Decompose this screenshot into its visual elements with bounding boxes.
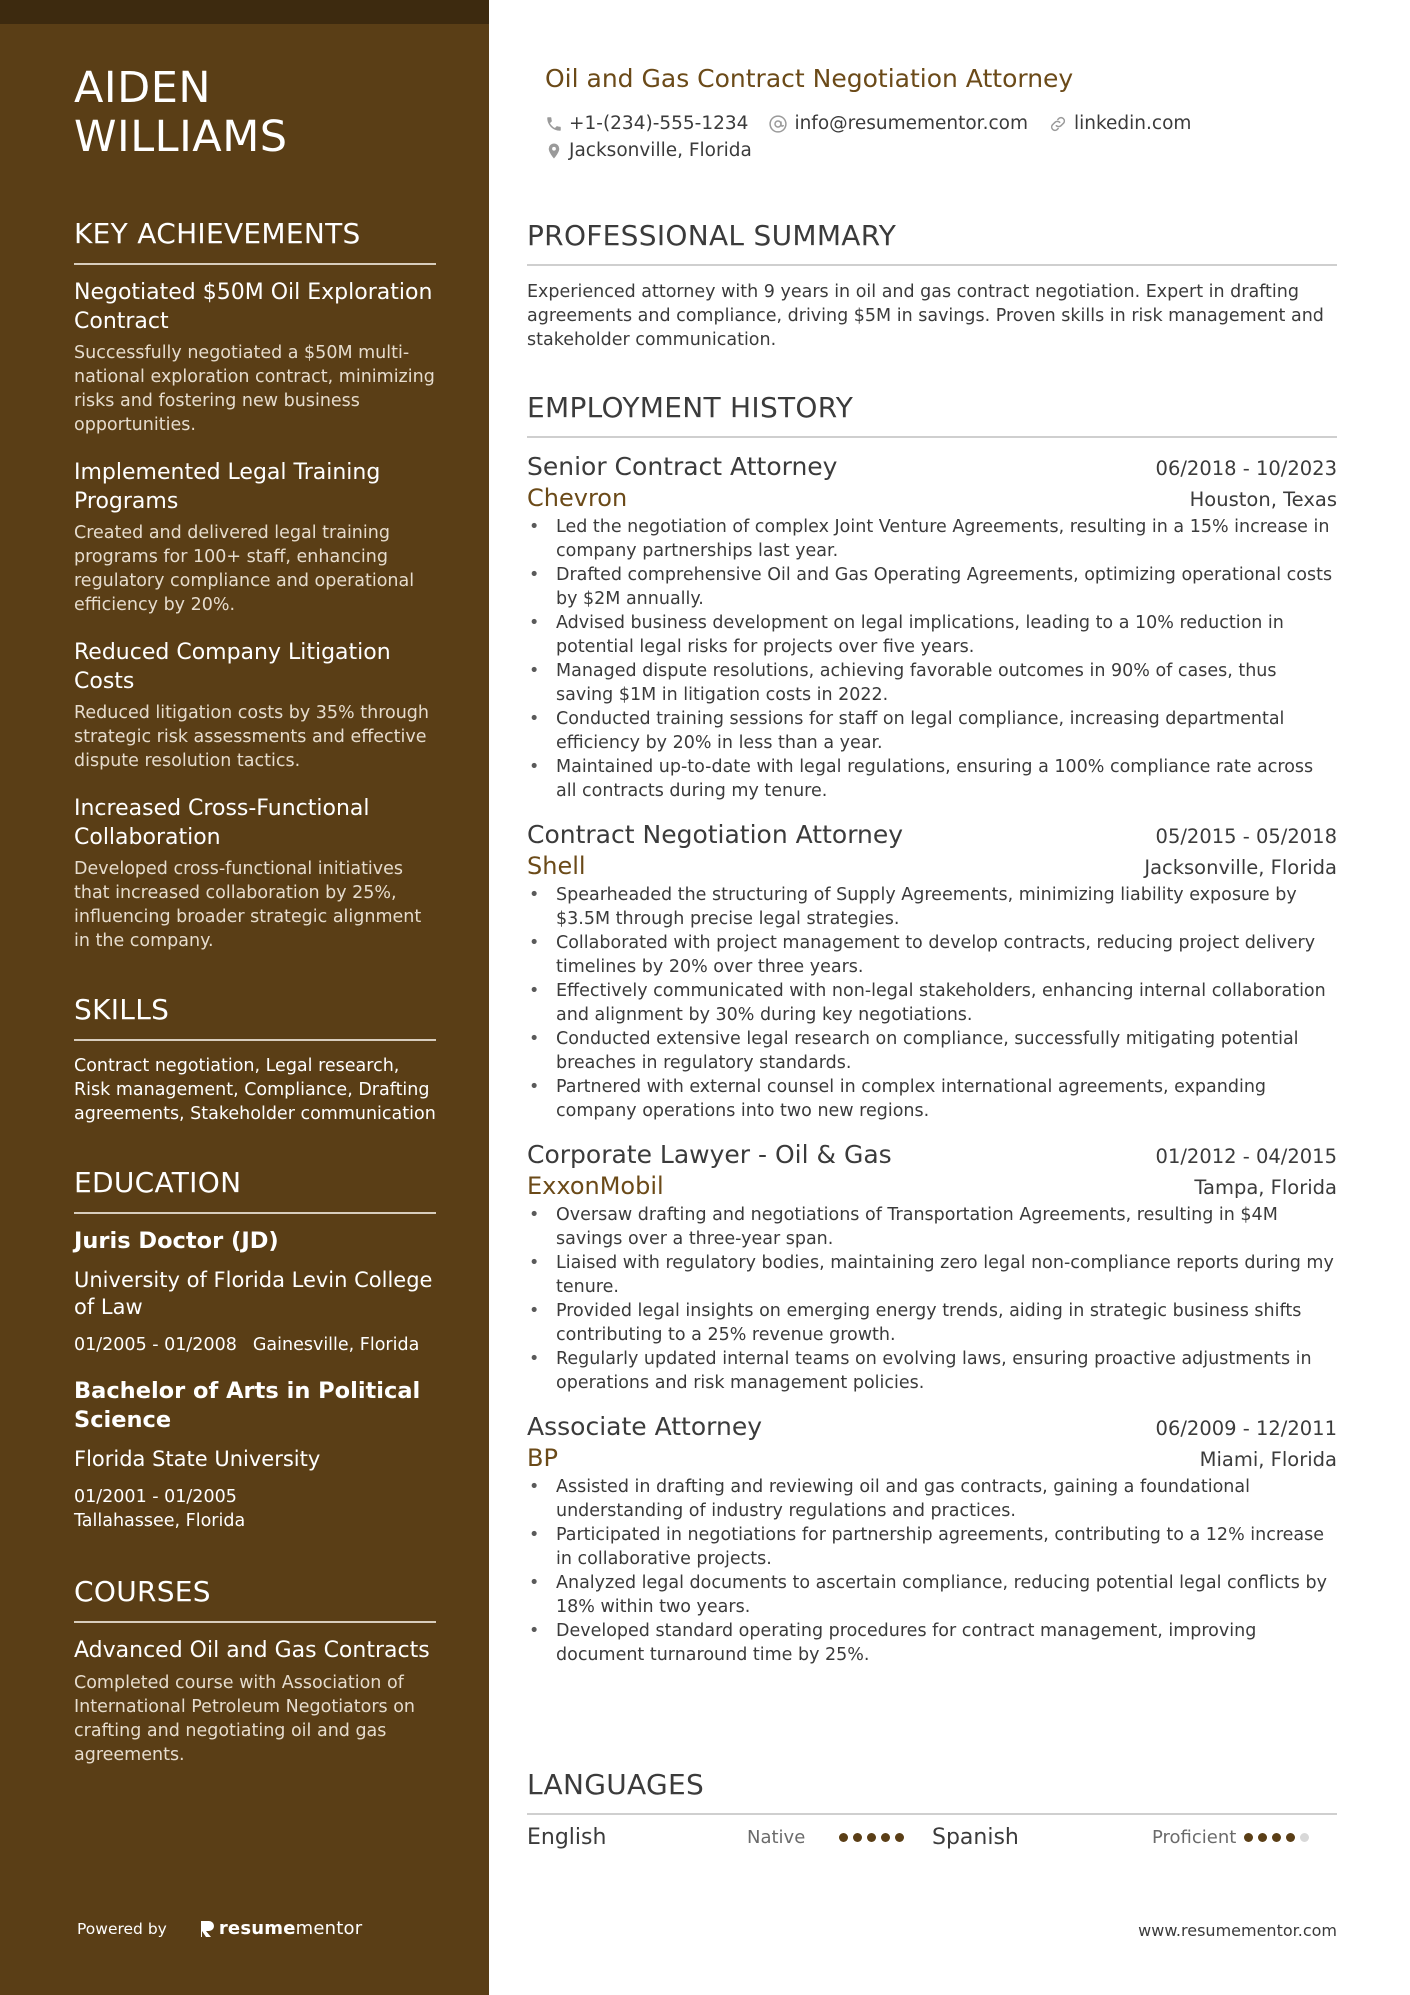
bullet: • Oversaw drafting and negotiations of Transportation Agreements, resulting in $4M savings over a three-year span. <box>527 1203 1337 1251</box>
contact-row <box>545 113 1211 134</box>
bullet: • Provided legal insights on emerging energy trends, aiding in strategic business shifts contributing to a 25% revenue growth. <box>527 1299 1337 1347</box>
skills-section <box>74 993 436 1126</box>
job-company-row <box>527 1171 1337 1201</box>
email-value: info@resumementor.com <box>794 113 1028 134</box>
bullet: • Maintained up-to-date with legal regulations, ensuring a 100% compliance rate across all contracts during my tenure. <box>527 755 1337 803</box>
employment-section <box>527 391 1337 1667</box>
achievement-item <box>74 638 436 773</box>
bullet: • Advised business development on legal implications, leading to a 10% reduction in potential legal risks for projects over five years. <box>527 611 1337 659</box>
education-location: Gainesville, Florida <box>252 1335 420 1355</box>
sidebar <box>0 0 489 1995</box>
bullet: • Conducted extensive legal research on compliance, successfully mitigating potential breaches in regulatory standards. <box>527 1027 1337 1075</box>
candidate-name <box>74 64 436 162</box>
bullet: • Drafted comprehensive Oil and Gas Operating Agreements, optimizing operational costs by $2M annually. <box>527 563 1337 611</box>
brand-logo <box>199 1918 362 1939</box>
sidebar-top-band <box>0 0 489 24</box>
education-location: Tallahassee, Florida <box>74 1511 246 1531</box>
education-dates: 01/2001 - 01/2005 <box>74 1487 237 1507</box>
bullet: • Led the negotiation of complex Joint Venture Agreements, resulting in a 15% increase in company partnerships last year. <box>527 515 1337 563</box>
job-bullets <box>527 883 1337 1123</box>
bullet: • Liaised with regulatory bodies, maintaining zero legal non-compliance reports during my tenure. <box>527 1251 1337 1299</box>
brand-prefix: resume <box>218 1918 296 1939</box>
languages-heading: LANGUAGES <box>527 1768 1337 1815</box>
first-name: AIDEN <box>74 63 212 113</box>
language-item <box>932 1825 1337 1850</box>
education-item <box>74 1227 436 1357</box>
bullet: • Developed standard operating procedures for contract management, improving document turnaround time by 25%. <box>527 1619 1337 1667</box>
powered-by <box>77 1918 362 1939</box>
language-item <box>527 1825 932 1850</box>
powered-by-label: Powered by <box>77 1919 167 1938</box>
bullet: • Conducted training sessions for staff on legal compliance, increasing departmental efficiency by 20% in less than a year. <box>527 707 1337 755</box>
job-title-row <box>527 819 1337 851</box>
summary-section <box>527 219 1337 352</box>
job-company: ExxonMobil <box>527 1172 664 1200</box>
education-section <box>74 1166 436 1533</box>
bullet: • Collaborated with project management to develop contracts, reducing project delivery timelines by 20% over three years. <box>527 931 1337 979</box>
bullet: • Regularly updated internal teams on evolving laws, ensuring proactive adjustments in operations and risk management policies. <box>527 1347 1337 1395</box>
rating-dot-filled <box>895 1833 904 1842</box>
location-value: Jacksonville, Florida <box>569 140 752 161</box>
job-headline: Oil and Gas Contract Negotiation Attorney <box>545 64 1074 93</box>
skills-heading: SKILLS <box>74 993 436 1041</box>
contact-location <box>545 140 752 161</box>
bullet: • Participated in negotiations for partnership agreements, contributing to a 12% increase in collaborative projects. <box>527 1523 1337 1571</box>
achievement-desc: Successfully negotiated a $50M multi-national exploration contract, minimizing risks and fostering new business opportunities. <box>74 343 435 435</box>
job-bullets <box>527 1475 1337 1667</box>
job-company: BP <box>527 1444 558 1472</box>
rating-dot-filled <box>1286 1833 1295 1842</box>
bullet: • Assisted in drafting and reviewing oil and gas contracts, gaining a foundational understanding of industry regulations and practices. <box>527 1475 1337 1523</box>
sidebar-content <box>74 64 436 1767</box>
brand-logo-icon <box>199 1919 215 1939</box>
job-bullets <box>527 1203 1337 1395</box>
job-title: Associate Attorney <box>527 1412 763 1441</box>
location-pin-icon <box>545 141 563 161</box>
courses-heading: COURSES <box>74 1575 436 1623</box>
education-heading: EDUCATION <box>74 1166 436 1214</box>
course-title: Advanced Oil and Gas Contracts <box>74 1638 430 1663</box>
job-entry <box>527 1411 1337 1667</box>
course-desc: Completed course with Association of International Petroleum Negotiators on crafting and negotiating oil and gas agreements. <box>74 1673 416 1765</box>
job-location: Miami, Florida <box>1199 1448 1337 1471</box>
employment-heading: EMPLOYMENT HISTORY <box>527 391 1337 438</box>
job-location: Jacksonville, Florida <box>1144 856 1337 879</box>
rating-dot-empty <box>1300 1833 1309 1842</box>
language-rating <box>839 1833 909 1842</box>
rating-dot-filled <box>1258 1833 1267 1842</box>
footer-url[interactable]: www.resumementor.com <box>1138 1921 1337 1940</box>
job-dates: 01/2012 - 04/2015 <box>1155 1145 1337 1168</box>
job-dates: 06/2009 - 12/2011 <box>1155 1417 1337 1440</box>
at-icon <box>768 114 788 134</box>
language-name: English <box>527 1825 607 1850</box>
contact-email[interactable] <box>768 113 1028 134</box>
job-title-row <box>527 1139 1337 1171</box>
rating-dot-filled <box>839 1833 848 1842</box>
courses-section <box>74 1575 436 1767</box>
achievement-title: Increased Cross-Functional Collaboration <box>74 796 370 850</box>
job-company-row <box>527 851 1337 881</box>
achievement-item <box>74 794 436 953</box>
achievement-desc: Created and delivered legal training programs for 100+ staff, enhancing regulatory compliance and operational efficiency by 20%. <box>74 523 415 615</box>
degree: Juris Doctor (JD) <box>74 1228 279 1254</box>
brand-suffix: mentor <box>295 1918 363 1939</box>
job-dates: 05/2015 - 05/2018 <box>1155 825 1337 848</box>
rating-dot-filled <box>853 1833 862 1842</box>
main-content <box>527 0 1337 1995</box>
achievements-heading: KEY ACHIEVEMENTS <box>74 217 436 265</box>
achievements-section <box>74 217 436 953</box>
summary-heading: PROFESSIONAL SUMMARY <box>527 219 1337 266</box>
contact-row-location <box>545 140 772 161</box>
contact-phone <box>545 113 748 134</box>
last-name: WILLIAMS <box>74 112 288 162</box>
job-company: Shell <box>527 852 586 880</box>
school: Florida State University <box>74 1447 321 1471</box>
achievement-item <box>74 278 436 437</box>
job-entry <box>527 1139 1337 1395</box>
achievement-item <box>74 458 436 617</box>
linkedin-value: linkedin.com <box>1073 113 1192 134</box>
job-title: Corporate Lawyer - Oil & Gas <box>527 1140 892 1169</box>
summary-text: Experienced attorney with 9 years in oil and gas contract negotiation. Expert in drafting agreements and compliance, driving $5M in savings. Proven skills in risk management and stakeholder communication. <box>527 282 1324 350</box>
job-company: Chevron <box>527 484 628 512</box>
bullet: • Partnered with external counsel in complex international agreements, expanding company operations into two new regions. <box>527 1075 1337 1123</box>
job-entry <box>527 451 1337 803</box>
bullet: • Spearheaded the structuring of Supply Agreements, minimizing liability exposure by $3.5M through precise legal strategies. <box>527 883 1337 931</box>
achievement-desc: Reduced litigation costs by 35% through strategic risk assessments and effective dispute resolution tactics. <box>74 703 429 771</box>
language-name: Spanish <box>932 1825 1019 1850</box>
achievement-title: Reduced Company Litigation Costs <box>74 640 391 694</box>
job-company-row <box>527 1443 1337 1473</box>
job-title: Contract Negotiation Attorney <box>527 820 904 849</box>
education-item <box>74 1377 436 1533</box>
languages-section <box>527 1768 1337 1850</box>
languages-row <box>527 1825 1337 1850</box>
job-company-row <box>527 483 1337 513</box>
rating-dot-filled <box>867 1833 876 1842</box>
rating-dot-filled <box>1244 1833 1253 1842</box>
achievement-desc: Developed cross-functional initiatives that increased collaboration by 25%, influencing broader strategic alignment in the company. <box>74 859 422 951</box>
job-location: Tampa, Florida <box>1194 1176 1337 1199</box>
education-dates: 01/2005 - 01/2008 <box>74 1335 237 1355</box>
job-location: Houston, Texas <box>1189 488 1337 511</box>
job-title-row <box>527 451 1337 483</box>
job-title: Senior Contract Attorney <box>527 452 838 481</box>
phone-value: +1-(234)-555-1234 <box>569 113 749 134</box>
education-meta <box>74 1333 436 1357</box>
link-icon <box>1048 114 1068 134</box>
bullet: • Effectively communicated with non-legal stakeholders, enhancing internal collaboration and alignment by 30% during key negotiations. <box>527 979 1337 1027</box>
skills-list: Contract negotiation, Legal research, Risk management, Compliance, Drafting agreements, Stakeholder communication <box>74 1056 436 1124</box>
language-rating <box>1244 1833 1314 1842</box>
phone-icon <box>545 115 563 133</box>
achievement-title: Implemented Legal Training Programs <box>74 460 381 514</box>
degree: Bachelor of Arts in Political Science <box>74 1378 421 1433</box>
language-level: Native <box>747 1827 806 1848</box>
school: University of Florida Levin College of Law <box>74 1268 433 1319</box>
job-dates: 06/2018 - 10/2023 <box>1155 457 1337 480</box>
job-bullets <box>527 515 1337 803</box>
rating-dot-filled <box>1272 1833 1281 1842</box>
job-title-row <box>527 1411 1337 1443</box>
bullet: • Managed dispute resolutions, achieving favorable outcomes in 90% of cases, thus saving $1M in litigation costs in 2022. <box>527 659 1337 707</box>
language-level: Proficient <box>1152 1827 1237 1848</box>
bullet: • Analyzed legal documents to ascertain compliance, reducing potential legal conflicts by 18% within two years. <box>527 1571 1337 1619</box>
rating-dot-filled <box>881 1833 890 1842</box>
achievement-title: Negotiated $50M Oil Exploration Contract <box>74 280 433 334</box>
education-meta <box>74 1485 436 1533</box>
job-entry <box>527 819 1337 1123</box>
contact-linkedin[interactable] <box>1048 113 1191 134</box>
